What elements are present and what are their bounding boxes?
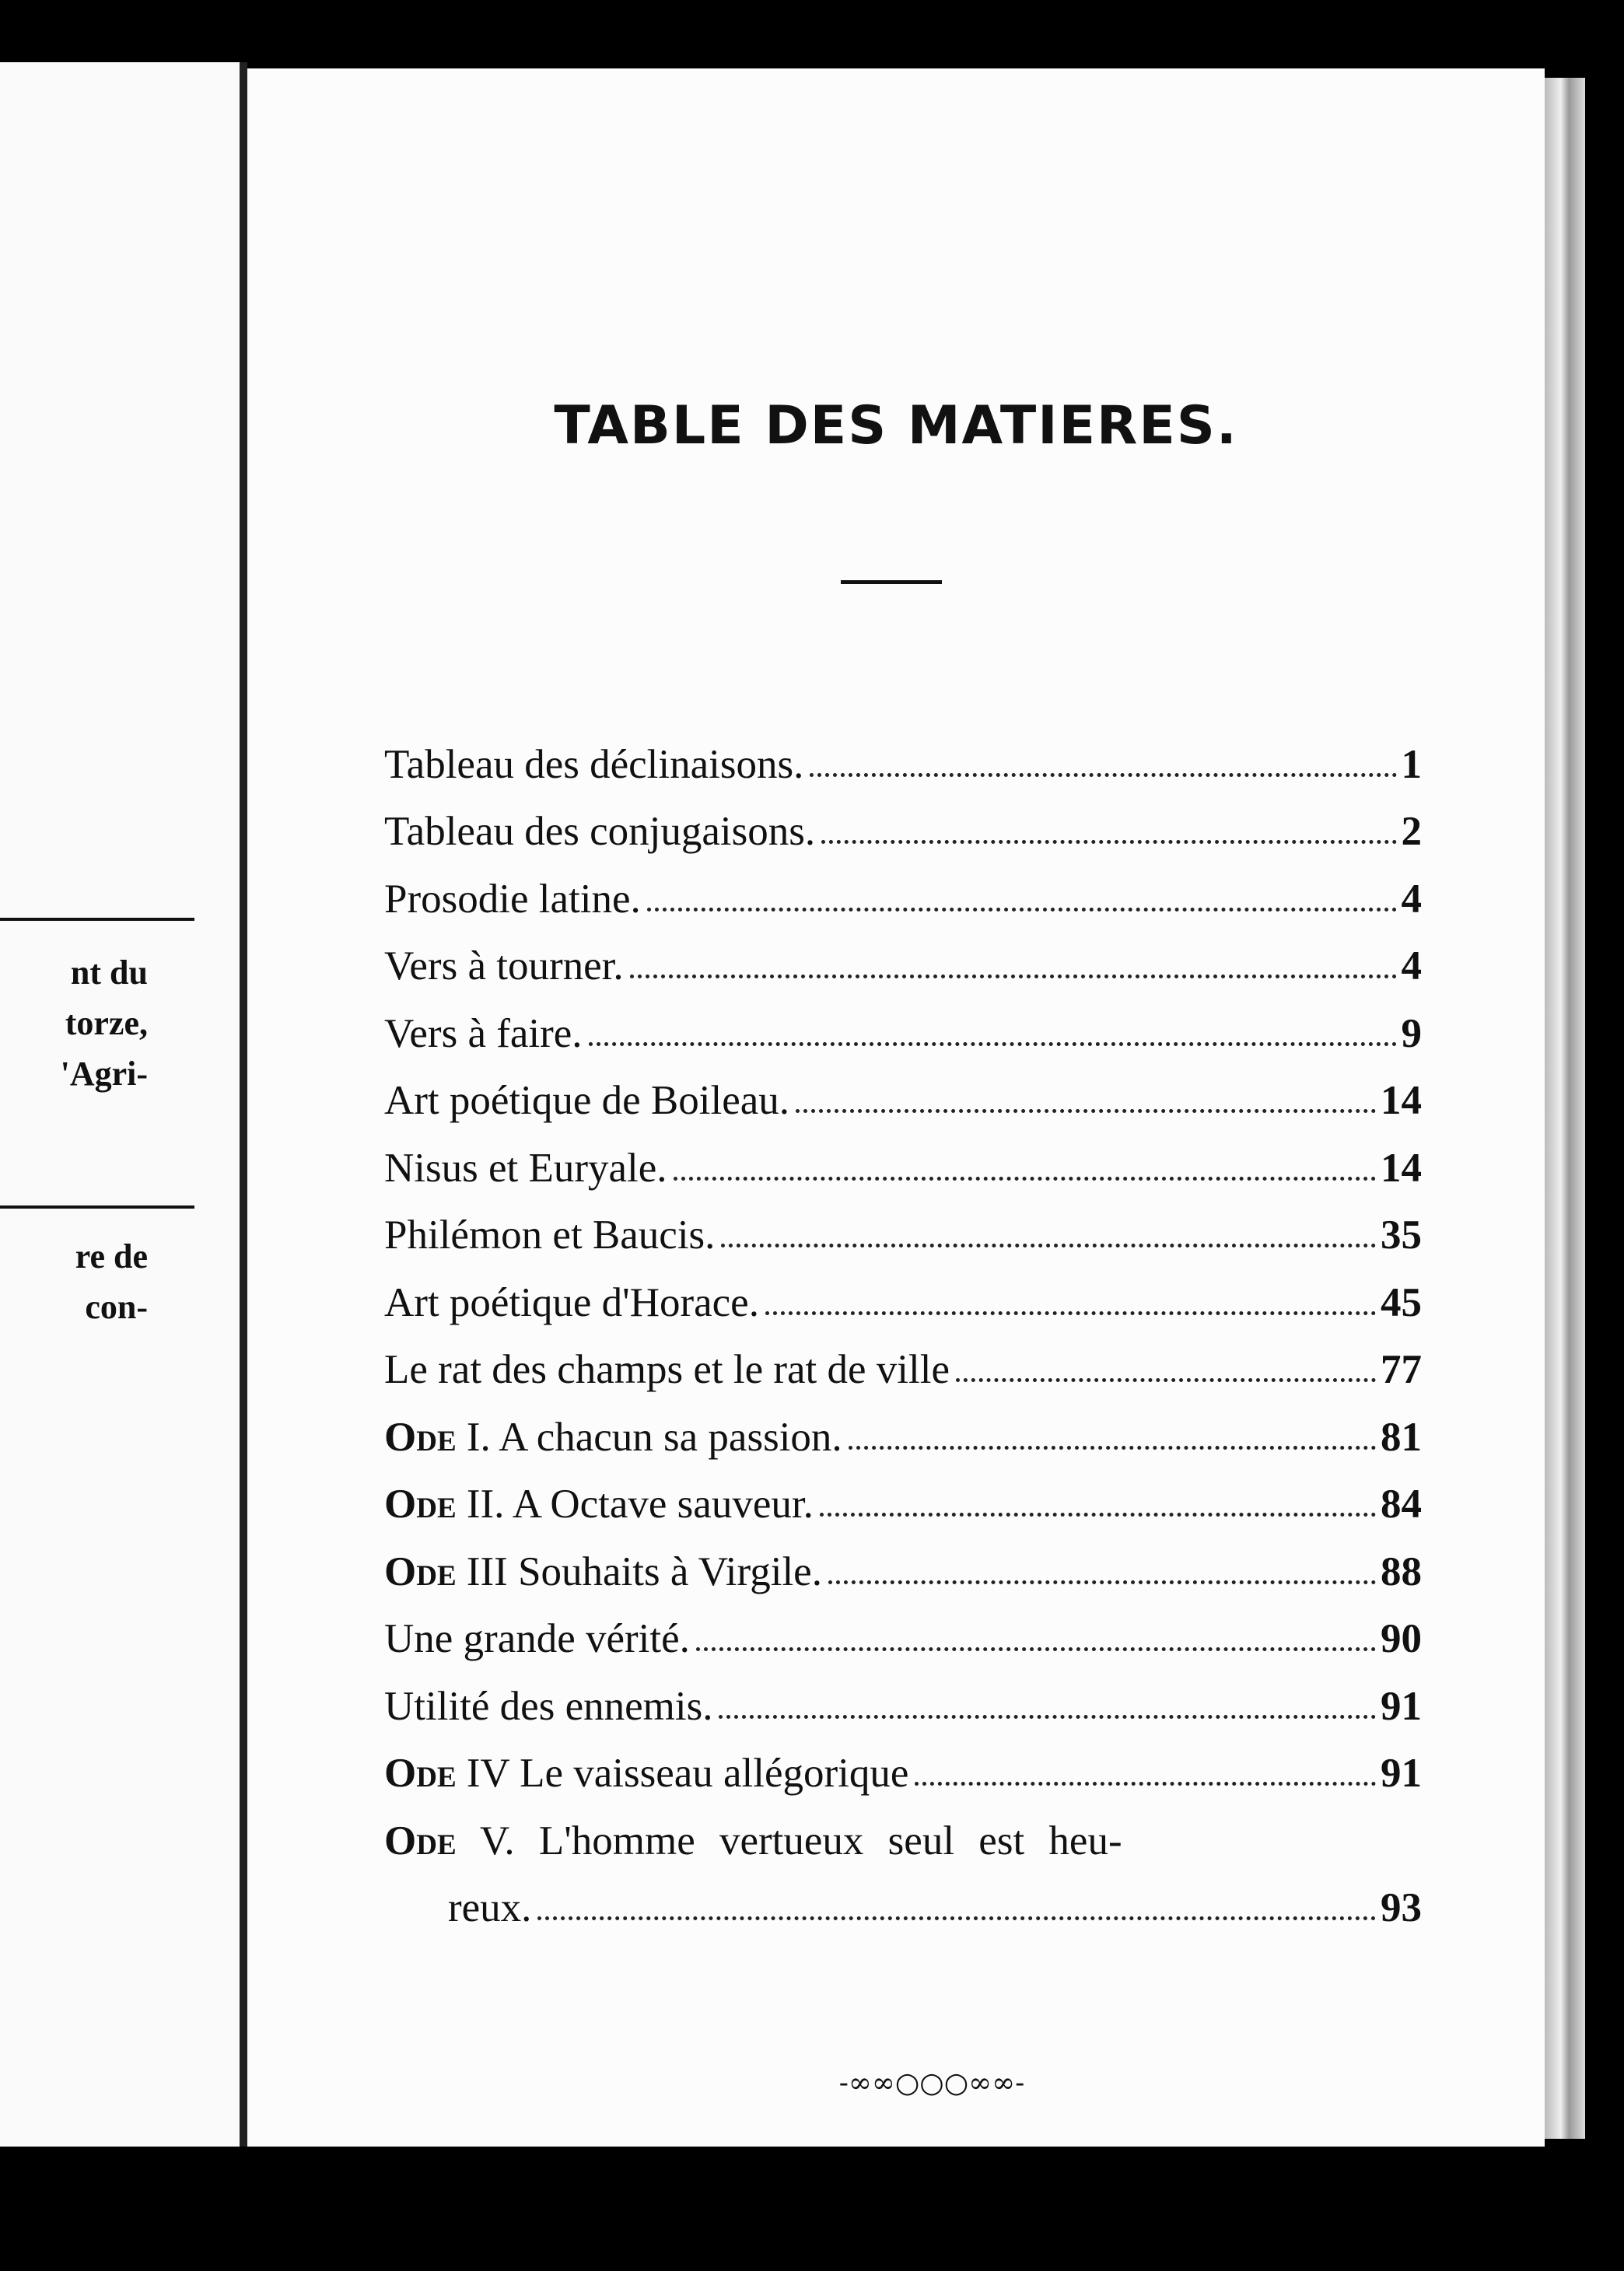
toc-entry [384,989,1422,1057]
toc-entry-page: 88 [1381,1548,1422,1594]
toc-entry-page: 2 [1401,809,1422,854]
toc-entry-page: 14 [1381,1078,1422,1123]
toc-entry [384,1124,1422,1191]
toc-entry-page: 90 [1381,1616,1422,1661]
book-gutter [240,62,247,2147]
left-rule-top [0,918,194,921]
toc-entry-title: Une grande vérité. [384,1616,690,1661]
right-page [247,68,1545,2147]
toc-entry-page: 35 [1381,1212,1422,1258]
toc-entry [384,1057,1422,1125]
toc-entry-title: IV Le vaisseau allégorique [466,1751,909,1796]
table-of-contents [384,720,1422,1931]
toc-entry-title: Prosodie latine. [384,876,641,922]
toc-entry [384,1864,1422,1932]
toc-entry-title: Nisus et Euryale. [384,1145,667,1191]
page-title: TABLE DES MATIERES. [554,395,1238,457]
toc-entry-title: reux. [448,1885,532,1930]
toc-entry-page: 1 [1401,741,1422,787]
toc-entry-page: 4 [1401,876,1422,922]
toc-entry-title: Art poétique de Boileau. [384,1078,790,1123]
left-page [0,62,240,2147]
toc-entry [384,1662,1422,1730]
toc-entry [384,1326,1422,1394]
ode-label: Ode [384,1414,457,1460]
toc-entry-page: 45 [1381,1279,1422,1325]
left-rule-bottom [0,1205,194,1209]
toc-entry-page: 14 [1381,1145,1422,1191]
ode-label: Ode [384,1548,457,1594]
toc-entry-title: III Souhaits à Virgile. [466,1548,822,1594]
toc-entry [384,1461,1422,1528]
toc-entry-title: V. L'homme vertueux seul est heu- [479,1818,1122,1863]
toc-entry-title: Utilité des ennemis. [384,1683,713,1729]
toc-entry-page: 84 [1381,1482,1422,1527]
toc-entry-title: II. A Octave sauveur. [466,1482,814,1527]
toc-entry-title: Le rat des champs et le rat de ville [384,1347,950,1392]
toc-entry-page: 9 [1401,1010,1422,1056]
toc-entry-title: Vers à tourner. [384,943,624,989]
toc-entry-title: Tableau des déclinaisons. [384,741,804,787]
toc-entry [384,855,1422,922]
toc-entry-title: Art poétique d'Horace. [384,1279,759,1325]
toc-entry-page: 81 [1381,1414,1422,1460]
toc-entry-title: Vers à faire. [384,1010,583,1056]
toc-entry [384,1730,1422,1797]
title-rule [841,580,942,584]
left-fragment: nt du [70,954,148,992]
toc-entry-title: Tableau des conjugaisons. [384,809,816,854]
left-fragment: re de [75,1237,148,1275]
toc-entry-page: 91 [1381,1751,1422,1796]
toc-entry [384,1797,1422,1864]
ode-label: Ode [384,1818,457,1863]
toc-entry [384,922,1422,990]
toc-entry [384,1258,1422,1326]
ode-label: Ode [384,1482,457,1527]
toc-entry [384,1393,1422,1461]
left-fragment: torze, [65,1004,148,1042]
toc-entry [384,1595,1422,1663]
toc-entry [384,1191,1422,1259]
left-fragment: con- [85,1288,148,1326]
left-fragment: 'Agri- [60,1055,148,1093]
toc-entry [384,788,1422,856]
toc-entry [384,720,1422,788]
ornament: -∞∞○○○∞∞- [838,2067,1025,2099]
toc-entry-page: 93 [1381,1885,1422,1930]
toc-entry-title: I. A chacun sa passion. [466,1414,842,1460]
toc-entry-title: Philémon et Baucis. [384,1212,716,1258]
ode-label: Ode [384,1751,457,1796]
toc-entry-page: 4 [1401,943,1422,989]
toc-entry-page: 91 [1381,1683,1422,1729]
page-edge [1545,78,1585,2139]
toc-entry [384,1527,1422,1595]
toc-entry-page: 77 [1381,1347,1422,1392]
